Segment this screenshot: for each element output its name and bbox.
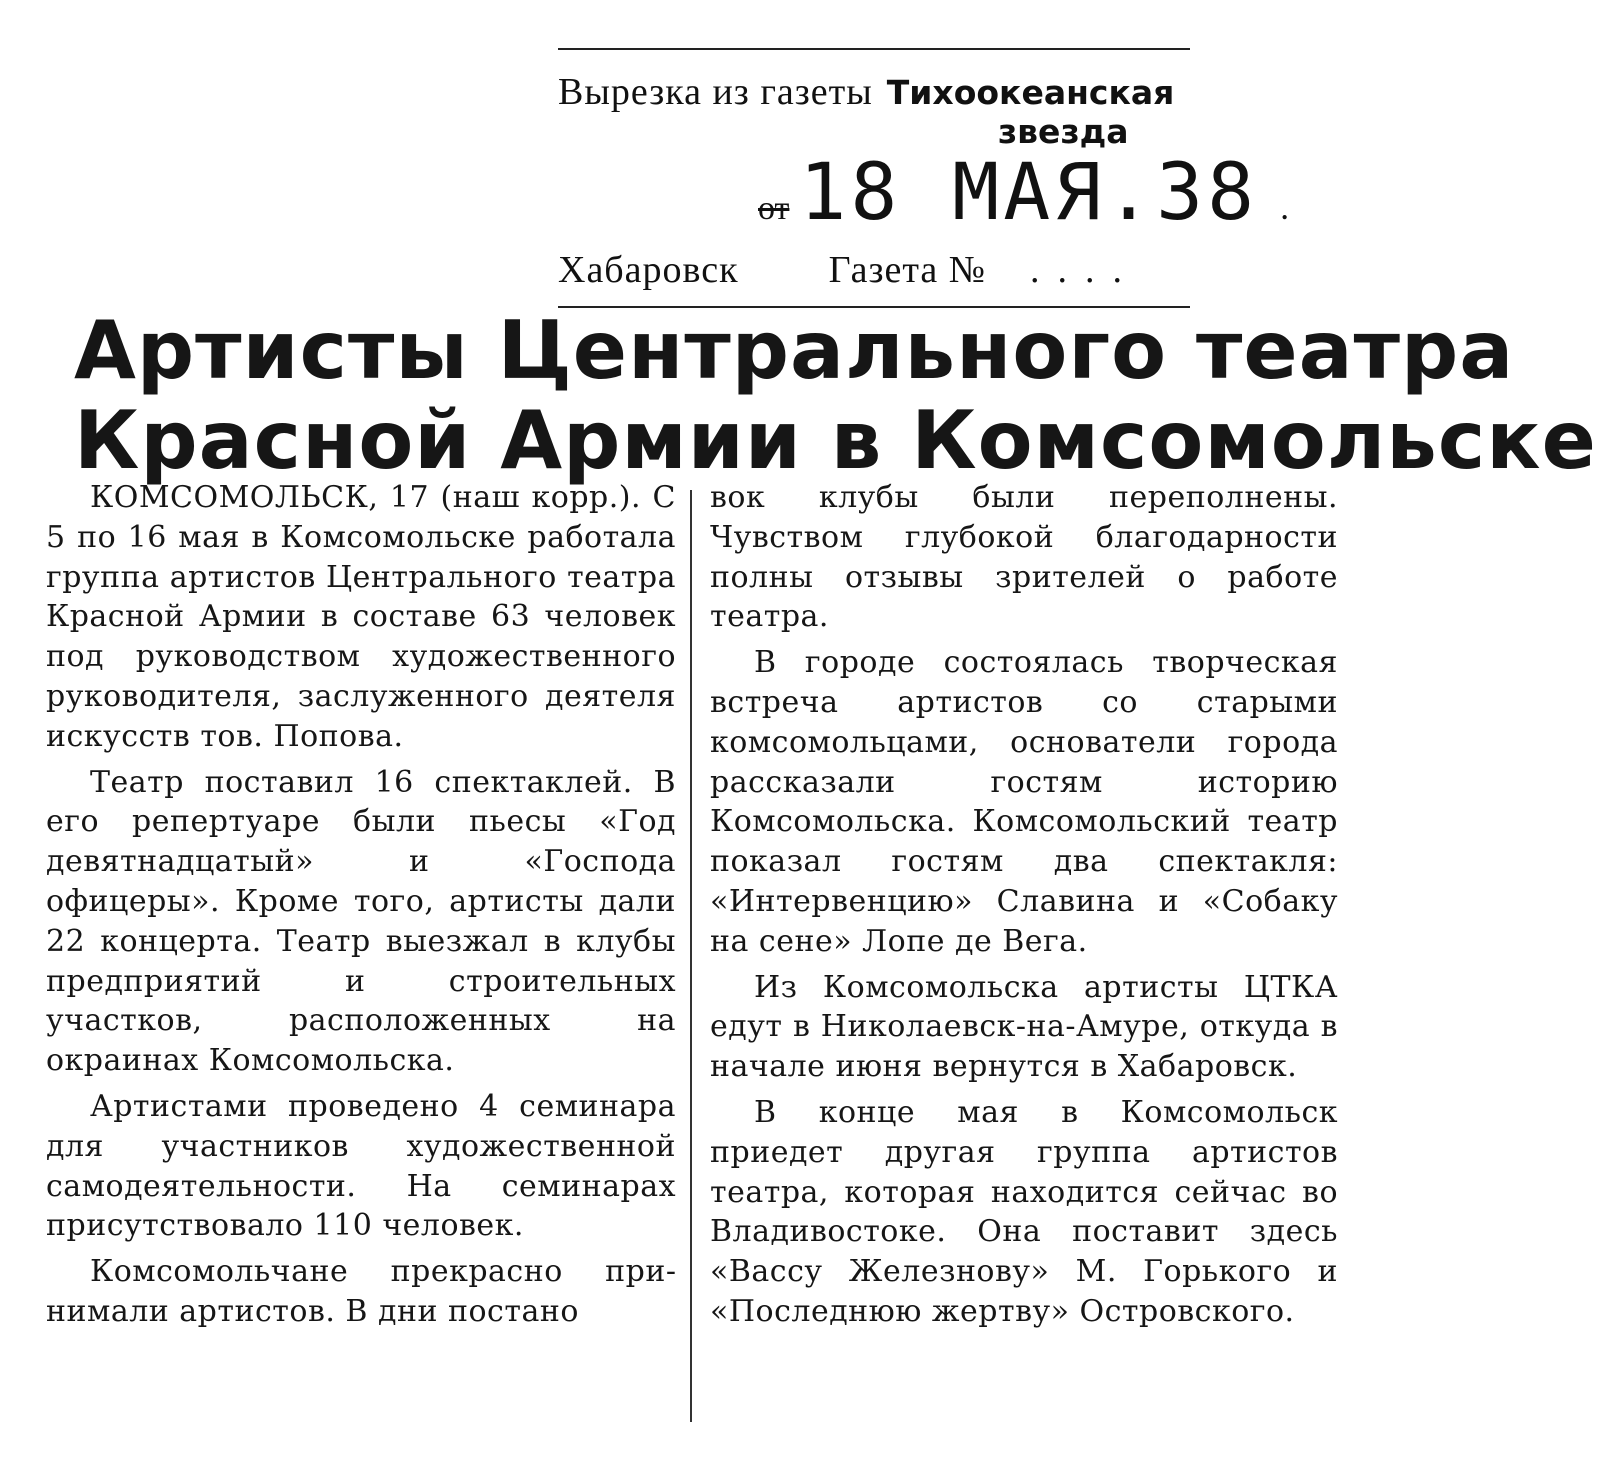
headline-line-1: Артисты Центрального театра	[74, 304, 1515, 397]
stamp-top-rule	[558, 48, 1190, 50]
stamp-city-row	[558, 248, 1140, 292]
stamp-label: Вырезка из газеты	[558, 71, 873, 113]
newspaper-name-line1: Тихоокеанская	[886, 73, 1175, 112]
stamp-source-row	[558, 70, 1174, 114]
paragraph: вок клубы были переполнены. Чувством глубокой благодарности полны отзывы зрителей о работе театра.	[710, 480, 1338, 635]
stamp-city: Хабаровск	[558, 249, 739, 291]
paragraph: Артистами проведено 4 семинара для участников художественной самодеятельности. На семинарах присутствовало 110 человек.	[46, 1088, 676, 1244]
article-left-column	[46, 478, 676, 1338]
paragraph: Комсомольчане прекрасно принимали артистов. В дни постано	[46, 1254, 676, 1329]
stamp-date-row	[758, 148, 1289, 238]
paragraph: Театр поставил 16 спектаклей. В его репертуаре были пьесы «Год девятнадцатый» и «Господа офицеры». Кроме того, артисты дали 22 концерта. Театр выезжал в клубы предприятий и строительных участков, расположенных на окраинах Комсомольска.	[46, 764, 676, 1079]
paragraph: КОМСОМОЛЬСК, 17 (наш корр.). С 5 по 16 мая в Комсомольске работала группа артистов Центрального театра Красной Армии в составе 63 человек под руководством художественного руководителя, заслуженного деятеля искусств тов. Попова.	[46, 480, 676, 754]
newspaper-name-line2: звезда	[998, 112, 1129, 151]
issue-dots: ....	[1030, 249, 1141, 291]
date-suffix: .	[1280, 187, 1290, 227]
issue-label: Газета №	[828, 249, 987, 291]
clipping-stamp	[558, 48, 1290, 314]
headline-line-2: Красной Армии в Комсомольске	[74, 394, 1597, 487]
paragraph: Из Комсомольска артисты ЦТКА едут в Николаевск-на-Амуре, откуда в начале июня вернутся в Хабаровск.	[710, 969, 1338, 1085]
column-divider	[690, 490, 692, 1422]
paragraph: В конце мая в Комсомольск приедет другая группа артистов театра, которая находится сейчас во Владивостоке. Она поставит здесь «Вассу Железнову» М. Горького и «Последнюю жертву» Островского.	[710, 1094, 1338, 1329]
date-prefix: от	[758, 190, 790, 227]
article-right-column	[710, 478, 1338, 1338]
article-headline	[74, 304, 1597, 487]
stamp-date: 18 МАЯ.38	[799, 148, 1259, 238]
paragraph: В городе состоялась творческая встреча артистов со старыми комсомольцами, основатели города рассказали гостям историю Комсомольска. Комсомольский театр показал гостям два спектакля: «Интервенцию» Славина и «Собаку на сене» Лопе де Вега.	[710, 645, 1338, 959]
